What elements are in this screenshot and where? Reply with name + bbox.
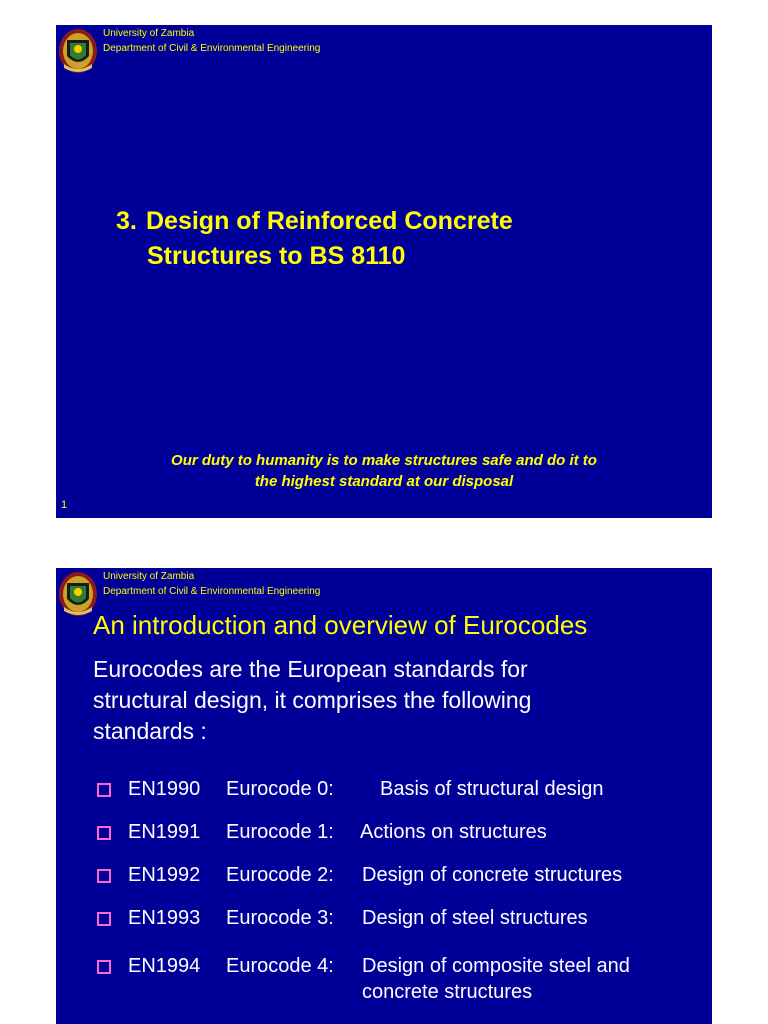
department-name: Department of Civil & Environmental Engineering bbox=[103, 43, 321, 54]
bullet-square-icon bbox=[97, 960, 111, 974]
eurocode-number: Eurocode 4: bbox=[226, 955, 334, 977]
intro-line-1: Eurocodes are the European standards for bbox=[93, 656, 528, 682]
standard-description: Design of concrete structures bbox=[362, 864, 623, 886]
title-line-2: Structures to BS 8110 bbox=[147, 242, 406, 270]
bullet-square-icon bbox=[97, 869, 111, 883]
title-line-1: Design of Reinforced Concrete bbox=[146, 207, 513, 235]
quote-line-1: Our duty to humanity is to make structures safe and do it to bbox=[171, 452, 597, 469]
page-number: 1 bbox=[61, 499, 68, 511]
university-name: University of Zambia bbox=[103, 28, 195, 39]
standard-description: Design of steel structures bbox=[362, 907, 588, 929]
title-slide bbox=[56, 25, 712, 518]
title-number: 3. bbox=[116, 207, 137, 235]
eurocode-number: Eurocode 0: bbox=[226, 778, 334, 800]
intro-line-2: structural design, it comprises the following bbox=[93, 687, 532, 713]
bullet-square-icon bbox=[97, 912, 111, 926]
quote-line-2: the highest standard at our disposal bbox=[254, 473, 514, 490]
standard-description: Actions on structures bbox=[360, 821, 547, 843]
standard-code: EN1994 bbox=[128, 955, 201, 977]
standard-description: Design of composite steel and concrete structures bbox=[362, 955, 630, 1003]
university-name: University of Zambia bbox=[103, 571, 195, 582]
eurocode-list bbox=[56, 568, 712, 1024]
department-name: Department of Civil & Environmental Engineering bbox=[103, 586, 321, 597]
standard-code: EN1990 bbox=[128, 778, 201, 800]
eurocode-number: Eurocode 2: bbox=[226, 864, 334, 886]
slide-title bbox=[116, 204, 676, 274]
slide-title: An introduction and overview of Eurocodes bbox=[93, 610, 588, 640]
standard-code: EN1993 bbox=[128, 907, 201, 929]
bullet-square-icon bbox=[97, 826, 111, 840]
eurocode-number: Eurocode 1: bbox=[226, 821, 334, 843]
university-crest-icon bbox=[58, 26, 98, 76]
slide-quote bbox=[96, 450, 672, 492]
intro-line-3: standards : bbox=[93, 718, 207, 744]
standard-description: Basis of structural design bbox=[380, 778, 604, 800]
standard-code: EN1992 bbox=[128, 864, 201, 886]
bullet-square-icon bbox=[97, 783, 111, 797]
eurocode-number: Eurocode 3: bbox=[226, 907, 334, 929]
eurocodes-slide bbox=[56, 568, 712, 1024]
standard-code: EN1991 bbox=[128, 821, 201, 843]
